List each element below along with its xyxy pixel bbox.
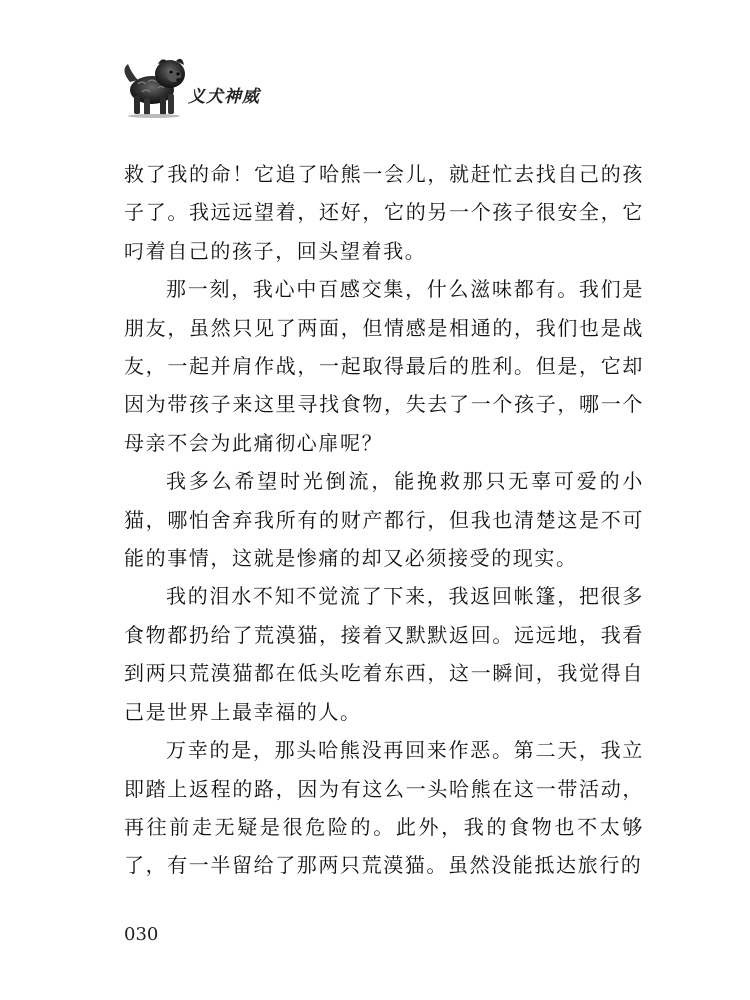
dog-icon: [118, 52, 190, 118]
series-title: 义犬神威: [188, 87, 260, 107]
page-number: 030: [124, 924, 159, 945]
header-logo: [118, 52, 278, 118]
paragraph: 那一刻，我心中百感交集，什么滋味都有。我们是朋友，虽然只见了两面，但情感是相通的，我们也是战友，一起并肩作战，一起取得最后的胜利。但是，它却因为带孩子来这里寻找食物，失去了一个孩子，哪一个母亲不会为此痛彻心扉呢？: [124, 277, 644, 455]
paragraph: 万幸的是，那头哈熊没再回来作恶。第二天，我立即踏上返程的路，因为有这么一头哈熊在这一带活动，再往前走无疑是很危险的。此外，我的食物也不太够了，有一半留给了那两只荒漠猫。虽然没能抵达旅行的: [124, 738, 644, 878]
paragraph: 我多么希望时光倒流，能挽救那只无辜可爱的小猫，哪怕舍弃我所有的财产都行，但我也清楚这是不可能的事情，这就是惨痛的却又必须接受的现实。: [124, 469, 644, 571]
paragraph: 救了我的命！它追了哈熊一会儿，就赶忙去找自己的孩子了。我远远望着，还好，它的另一个孩子很安全，它叼着自己的孩子，回头望着我。: [124, 162, 644, 263]
body-text: [124, 155, 644, 885]
paragraph: 我的泪水不知不觉流了下来，我返回帐篷，把很多食物都扔给了荒漠猫，接着又默默返回。远远地，我看到两只荒漠猫都在低头吃着东西，这一瞬间，我觉得自己是世界上最幸福的人。: [124, 584, 644, 724]
